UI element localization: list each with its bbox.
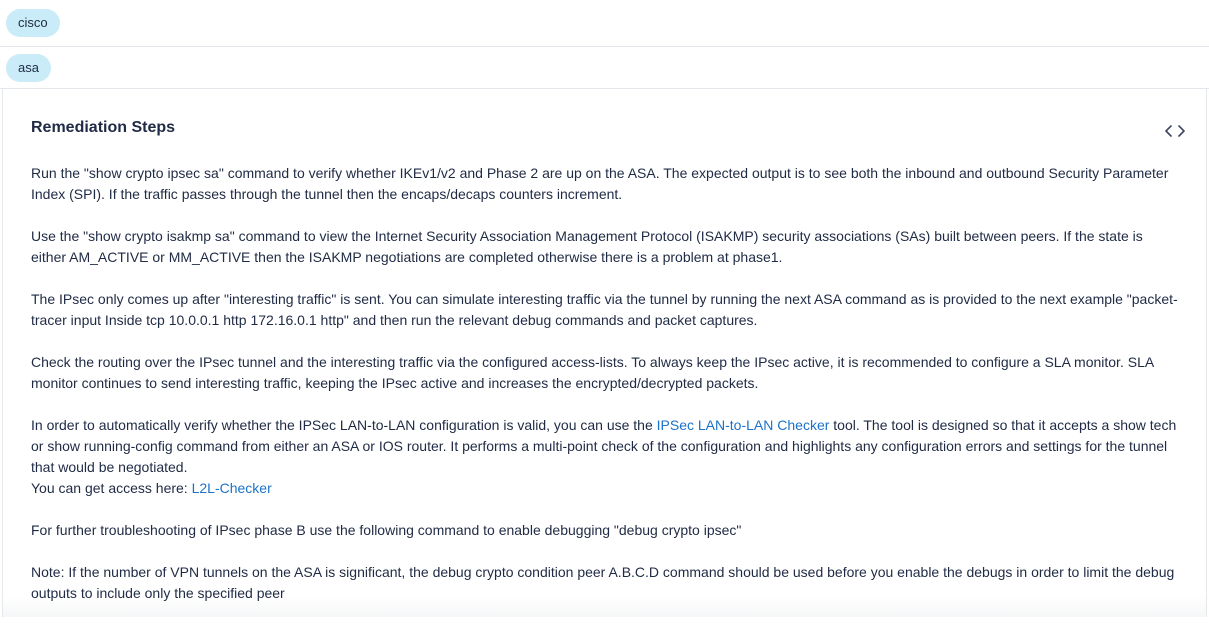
access-text: You can get access here:: [31, 480, 192, 496]
tag-asa[interactable]: asa: [6, 54, 51, 82]
step-l2l-text-before: In order to automatically verify whether the IPSec LAN-to-LAN configuration is valid, you can use the: [31, 417, 657, 433]
code-brackets-icon[interactable]: [1164, 122, 1186, 140]
step-l2l-text-after: tool. The tool is designed so that it accepts a show tech or show running-config command from either an ASA or IOS router. It performs a multi-point check of the configuration and highlights any configuration errors and settings for the tunnel that would be negotiated.: [31, 417, 1177, 475]
step-access-line: [31, 478, 1181, 499]
step-isakmp-sa: Use the "show crypto isakmp sa" command to view the Internet Security Association Management Protocol (ISAKMP) security associations (SAs) built between peers. If the state is either AM_ACTIVE or MM_ACTIVE then the ISAKMP negotiations are completed otherwise there is a problem at phase1.: [31, 228, 1143, 265]
remediation-panel: [2, 89, 1207, 617]
step-l2l-checker: [31, 415, 1181, 478]
step-routing-sla: Check the routing over the IPsec tunnel and the interesting traffic via the configured access-lists. To always keep the IPsec active, it is recommended to configure a SLA monitor. SLA monitor continues to send interesting traffic, keeping the IPsec active and increases the encrypted/decrypted packets.: [31, 354, 1154, 391]
step-ipsec-sa: Run the "show crypto ipsec sa" command to verify whether IKEv1/v2 and Phase 2 are up on the ASA. The expected output is to see both the inbound and outbound Security Parameter Index (SPI). If the traffic passes through the tunnel then the encaps/decaps counters increment.: [31, 165, 1169, 202]
panel-title: Remediation Steps: [31, 119, 176, 136]
step-debug-ipsec: For further troubleshooting of IPsec phase B use the following command to enable debugging "debug crypto ipsec": [31, 522, 742, 538]
ipsec-l2l-checker-link[interactable]: IPSec LAN-to-LAN Checker: [656, 417, 830, 433]
remediation-content: [31, 163, 1181, 625]
step-interesting-traffic: The IPsec only comes up after "interesting traffic" is sent. You can simulate interesting traffic via the tunnel by running the next ASA command as is provided to the next example "packet-tracer input Inside tcp 10.0.0.1 http 172.16.0.1 http" and then run the relevant debug commands and packet captures.: [31, 291, 1178, 328]
l2l-checker-link[interactable]: L2L-Checker: [191, 480, 272, 496]
step-note: Note: If the number of VPN tunnels on the ASA is significant, the debug crypto condition peer A.B.C.D command should be used before you enable the debugs in order to limit the debug outputs to include only the specified peer: [31, 564, 1175, 601]
tag-row-cisco: [0, 0, 1209, 47]
tag-row-asa: [0, 47, 1209, 89]
tag-cisco[interactable]: cisco: [6, 9, 60, 37]
